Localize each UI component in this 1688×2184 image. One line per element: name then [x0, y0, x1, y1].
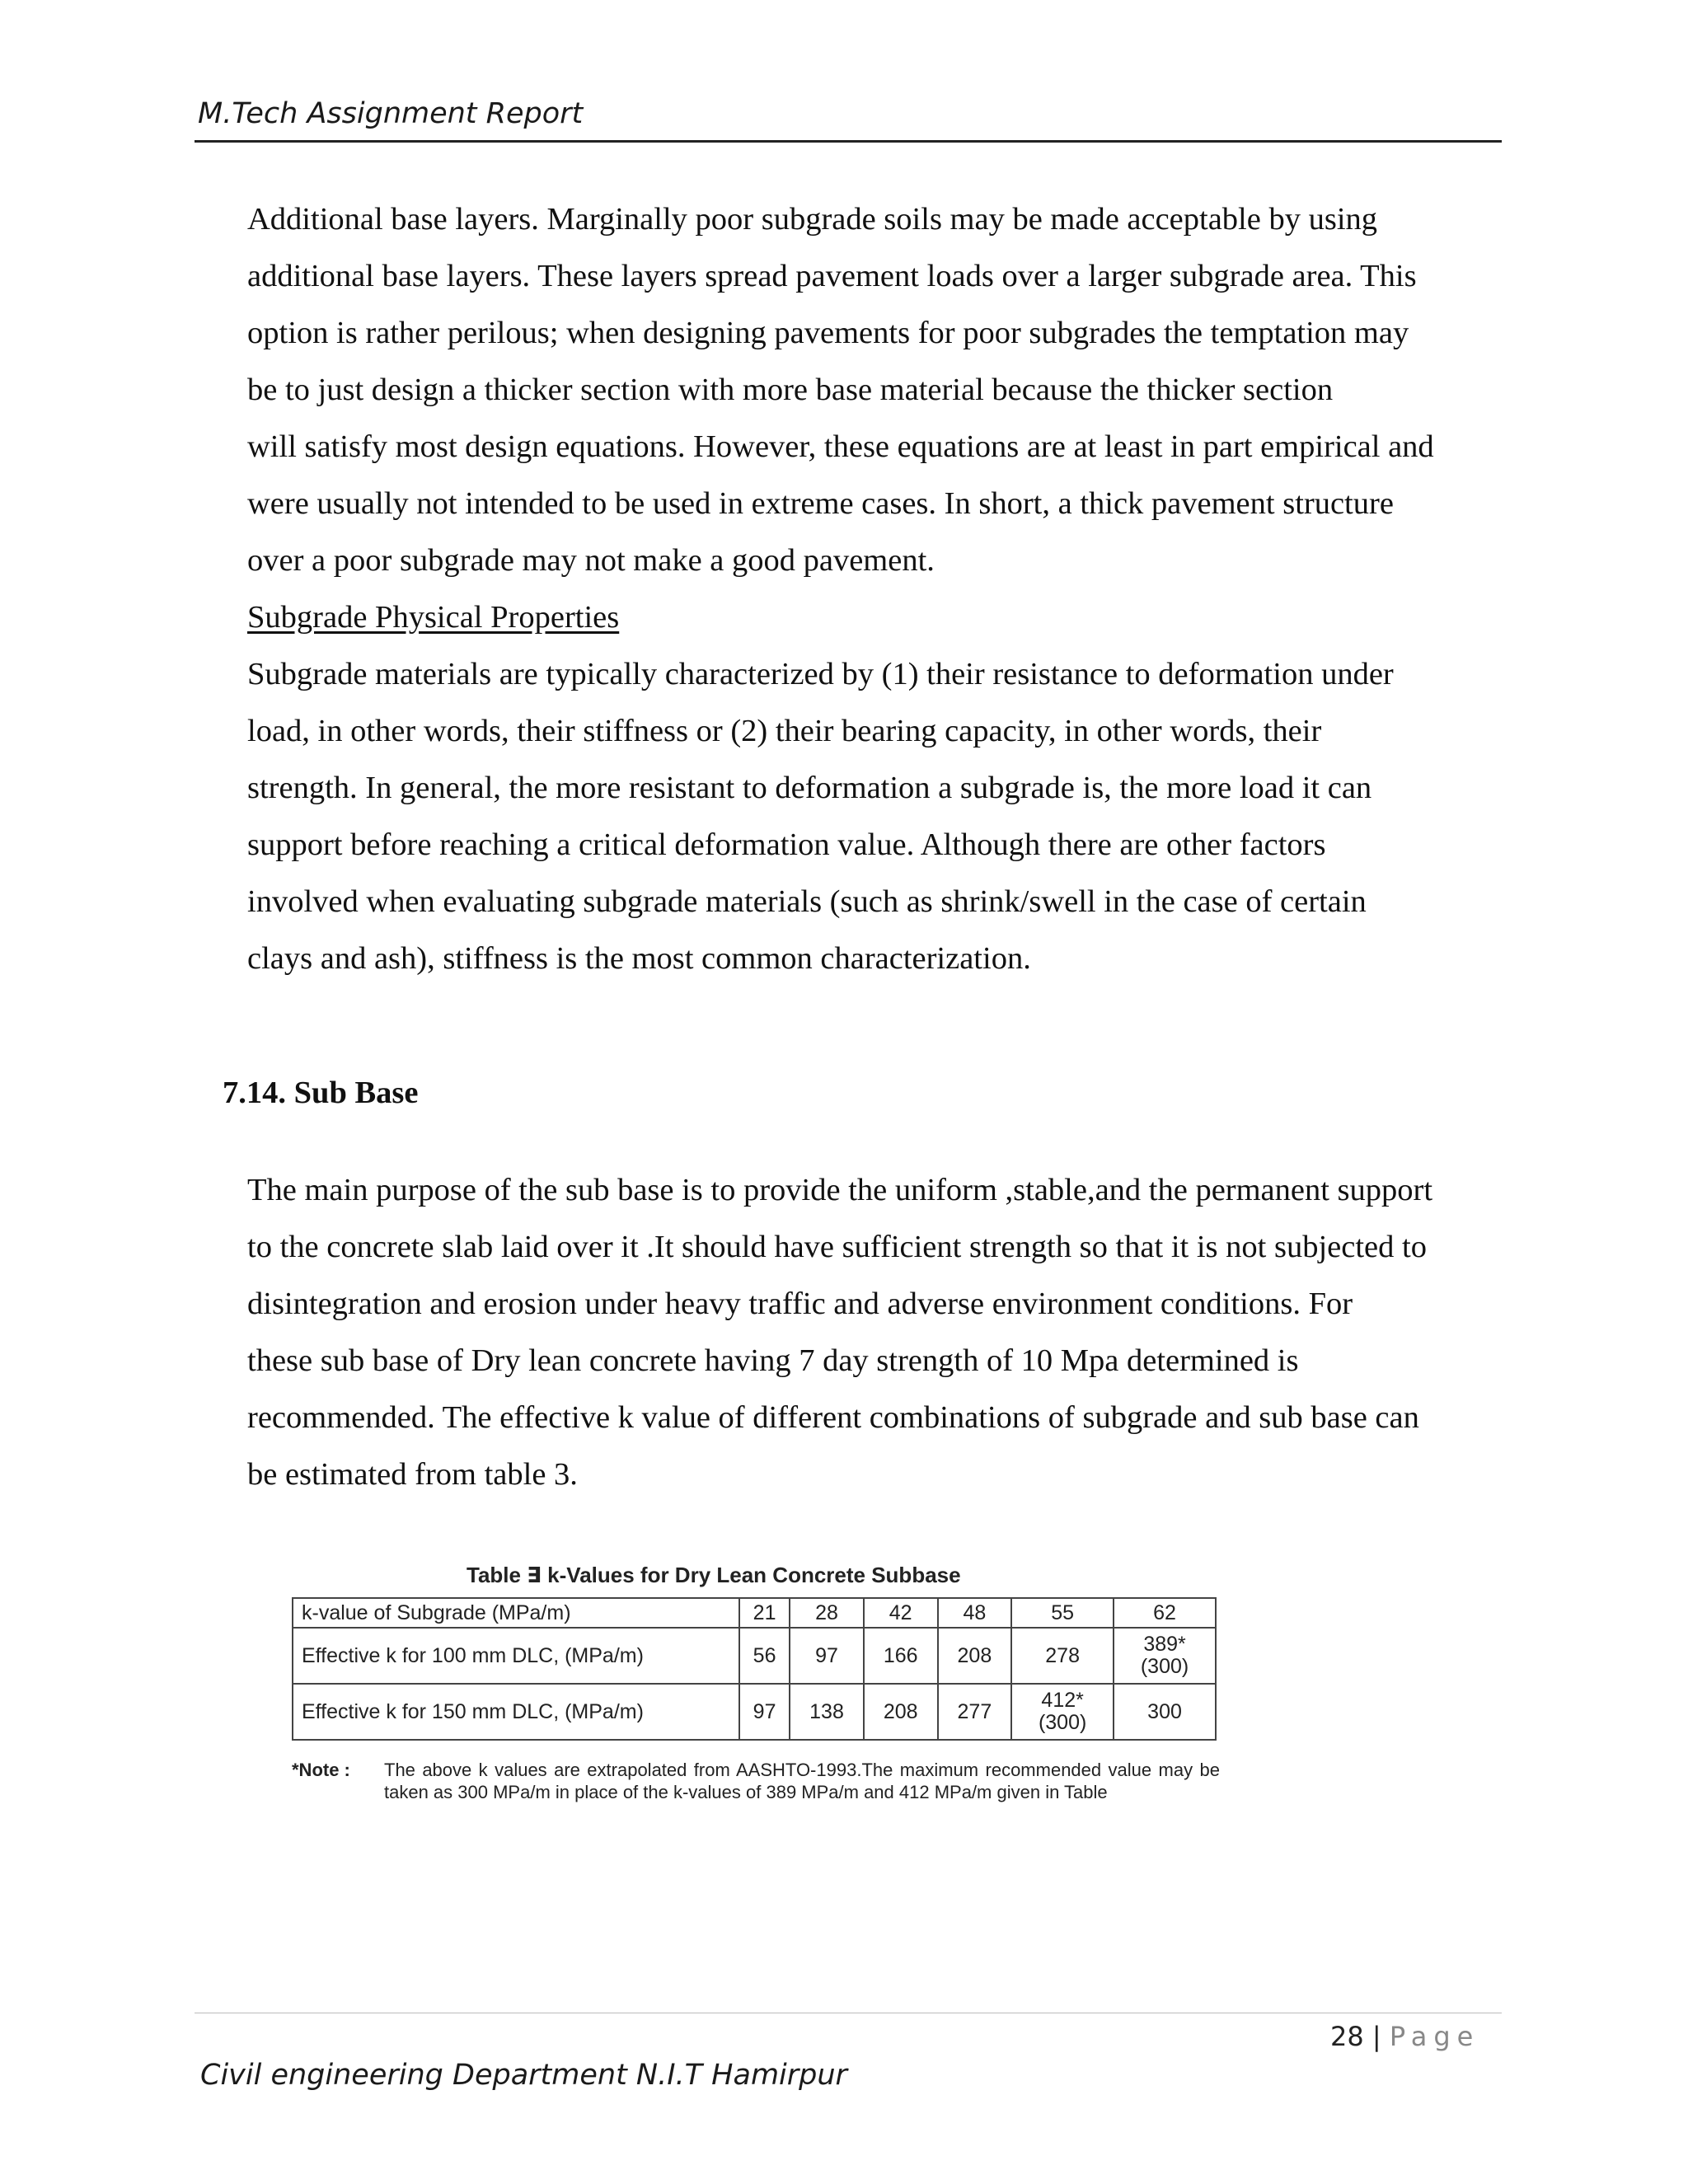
- paragraph-line: were usually not intended to be used in extreme cases. In short, a thick pavement structure: [247, 486, 1394, 521]
- sub-base-paragraph: [247, 1162, 1500, 1503]
- paragraph-line: The main purpose of the sub base is to provide the uniform ,stable,and the permanent support: [247, 1173, 1433, 1207]
- table-cell: 56: [739, 1628, 790, 1684]
- paragraph-line: to the concrete slab laid over it .It should have sufficient strength so that it is not subjected to: [247, 1230, 1427, 1264]
- table-cell: 97: [790, 1628, 864, 1684]
- paragraph-line: be estimated from table 3.: [247, 1457, 578, 1492]
- paragraph-line: recommended. The effective k value of different combinations of subgrade and sub base can: [247, 1400, 1419, 1435]
- running-footer: Civil engineering Department N.I.T Hamirpur: [200, 2059, 847, 2092]
- paragraph-line: load, in other words, their stiffness or (2) their bearing capacity, in other words, their: [247, 714, 1322, 748]
- table-cell: 412* (300): [1011, 1684, 1114, 1740]
- table-cell: 97: [739, 1684, 790, 1740]
- page-number: 28: [1330, 2021, 1364, 2052]
- table-cell: 389* (300): [1114, 1628, 1216, 1684]
- paragraph-line: clays and ash), stiffness is the most common characterization.: [247, 941, 1031, 976]
- table-cell: 28: [790, 1598, 864, 1628]
- table-cell: 55: [1011, 1598, 1114, 1628]
- table-row-label: k-value of Subgrade (MPa/m): [293, 1598, 739, 1628]
- table-cell: 166: [864, 1628, 938, 1684]
- table-row: [293, 1598, 1216, 1628]
- paragraph-line: support before reaching a critical deformation value. Although there are other factors: [247, 827, 1326, 862]
- subheading: Subgrade Physical Properties: [247, 600, 620, 635]
- page-separator: |: [1372, 2021, 1381, 2052]
- table-cell: 62: [1114, 1598, 1216, 1628]
- running-header: M.Tech Assignment Report: [198, 97, 584, 130]
- paragraph-line: involved when evaluating subgrade materials (such as shrink/swell in the case of certain: [247, 884, 1367, 919]
- paragraph-line: over a poor subgrade may not make a good pavement.: [247, 543, 935, 578]
- paragraph-line: disintegration and erosion under heavy traffic and adverse environment conditions. For: [247, 1286, 1353, 1321]
- table-cell: 208: [864, 1684, 938, 1740]
- table-row-label: Effective k for 100 mm DLC, (MPa/m): [293, 1628, 739, 1684]
- paragraph-line: strength. In general, the more resistant to deformation a subgrade is, the more load it can: [247, 771, 1372, 805]
- paragraph-line: be to just design a thicker section with more base material because the thicker section: [247, 373, 1334, 407]
- paragraph-line: these sub base of Dry lean concrete having 7 day strength of 10 Mpa determined is: [247, 1343, 1299, 1378]
- section-heading: 7.14. Sub Base: [223, 1076, 419, 1110]
- header-rule: [195, 140, 1502, 143]
- paragraph-line: Subgrade materials are typically characterized by (1) their resistance to deformation under: [247, 657, 1394, 691]
- body-text-block: [247, 191, 1500, 987]
- table-cell: 208: [938, 1628, 1012, 1684]
- table-row-label: Effective k for 150 mm DLC, (MPa/m): [293, 1684, 739, 1740]
- k-values-table: [292, 1597, 1217, 1741]
- table-title: Table ∃ k-Values for Dry Lean Concrete Subbase: [467, 1563, 961, 1587]
- paragraph-line: additional base layers. These layers spread pavement loads over a larger subgrade area. This: [247, 259, 1417, 293]
- paragraph-line: option is rather perilous; when designing pavements for poor subgrades the temptation may: [247, 316, 1409, 350]
- note-label: *Note :: [292, 1760, 350, 1780]
- table-cell: 42: [864, 1598, 938, 1628]
- table-cell: 138: [790, 1684, 864, 1740]
- table-cell: 300: [1114, 1684, 1216, 1740]
- table-row: [293, 1628, 1216, 1684]
- table-cell: 278: [1011, 1628, 1114, 1684]
- page-word: Page: [1389, 2021, 1480, 2052]
- table-cell: 277: [938, 1684, 1012, 1740]
- page-number-block: [1330, 2021, 1479, 2052]
- table-row: [293, 1684, 1216, 1740]
- table-cell: 21: [739, 1598, 790, 1628]
- table-cell: 48: [938, 1598, 1012, 1628]
- paragraph-line: Additional base layers. Marginally poor subgrade soils may be made acceptable by using: [247, 202, 1378, 237]
- note-text: The above k values are extrapolated from AASHTO-1993.The maximum recommended value may be taken as 300 MPa/m in place of the k-values of 389 MPa/m and 412 MPa/m given in Table: [384, 1760, 1220, 1802]
- paragraph-line: will satisfy most design equations. However, these equations are at least in part empirical and: [247, 429, 1434, 464]
